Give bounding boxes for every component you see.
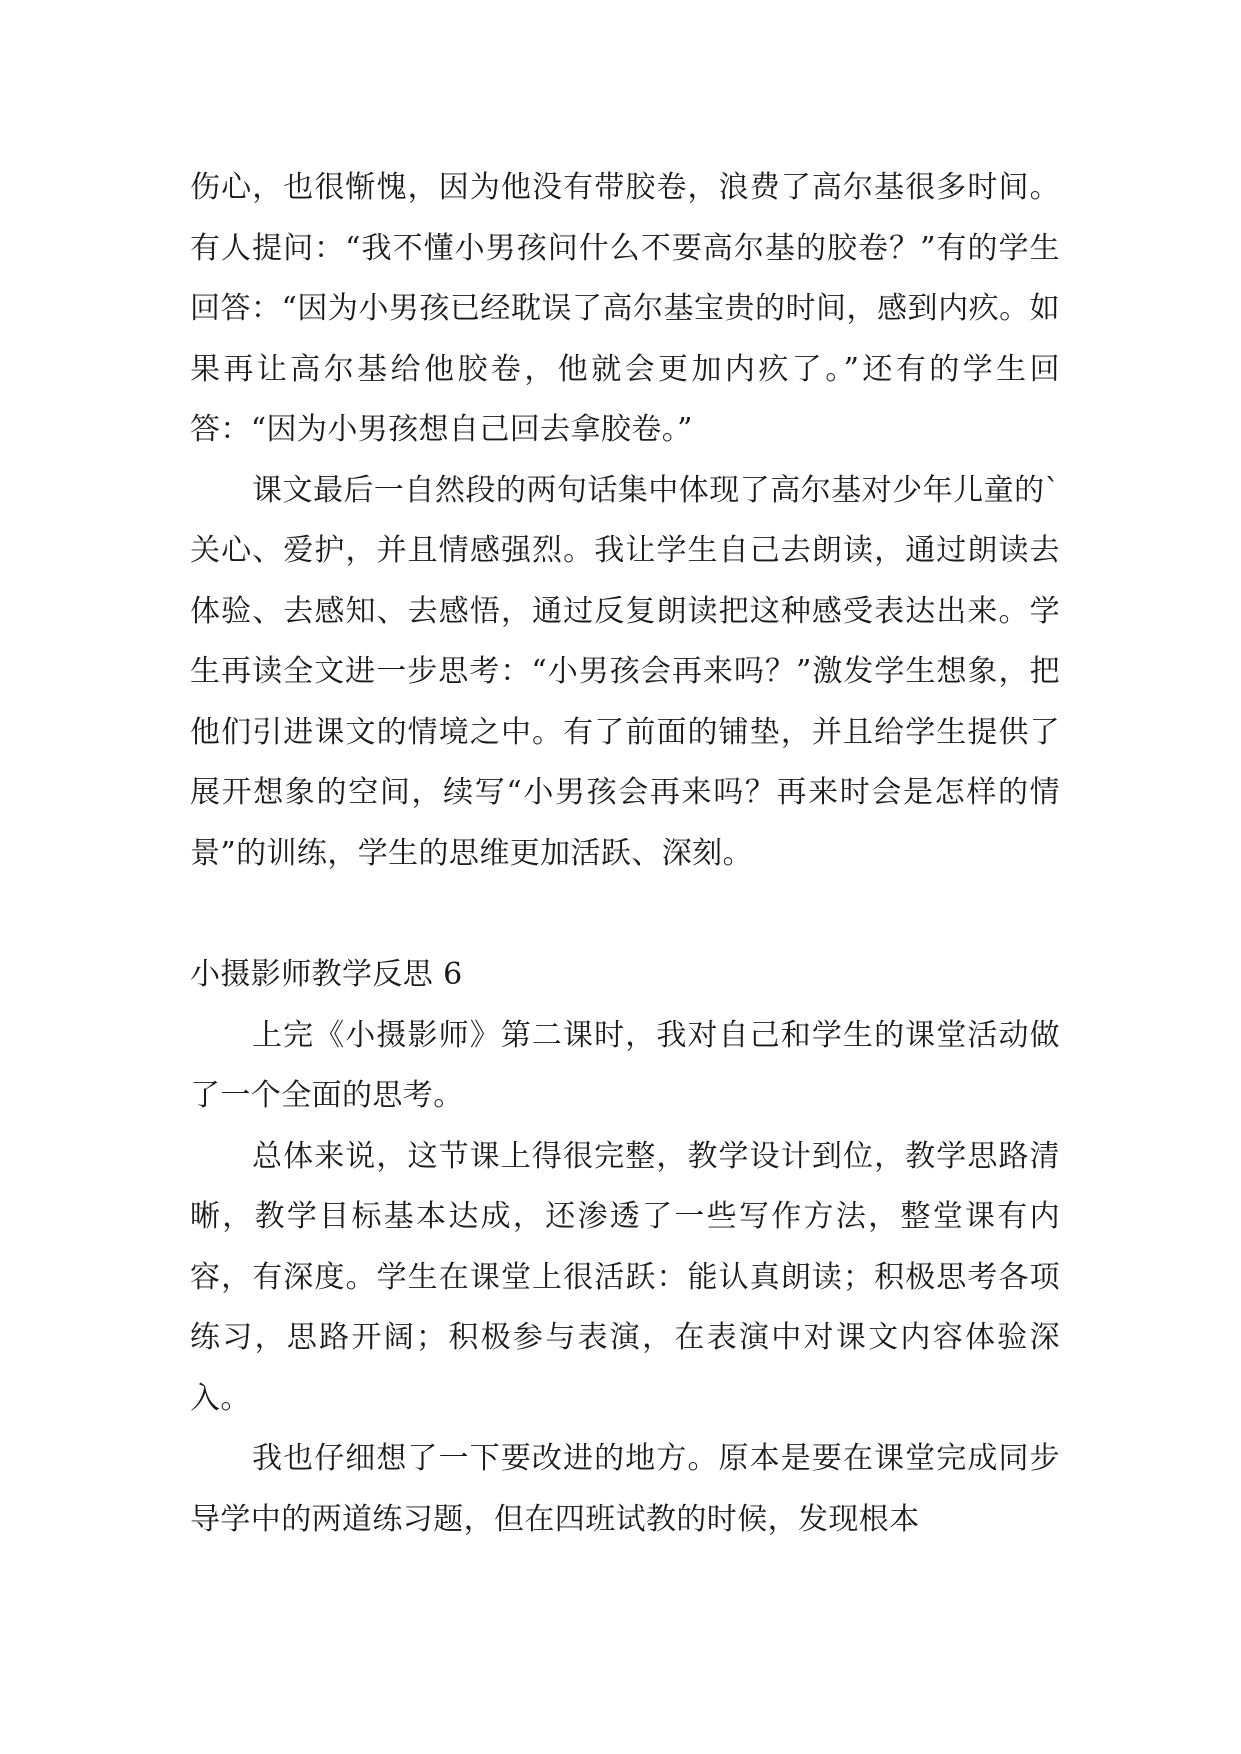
paragraph-improvement: 我也仔细想了一下要改进的地方。原本是要在课堂完成同步导学中的两道练习题，但在四班试教的时候，发现根本 [190,1441,1060,1537]
paragraph-overall: 总体来说，这节课上得很完整，教学设计到位，教学思路清晰，教学目标基本达成，还渗透了一些写作方法，整堂课有内容，有深度。学生在课堂上很活跃：能认真朗读；积极思考各项练习，思路开阔；积极参与表演，在表演中对课文内容体验深入。 [190,1138,1060,1416]
paragraph-intro: 上完《小摄影师》第二课时，我对自己和学生的课堂活动做了一个全面的思考。 [190,1017,1060,1113]
paragraph-continued: 伤心，也很惭愧，因为他没有带胶卷，浪费了高尔基很多时间。有人提问：“我不懂小男孩问什么不要高尔基的胶卷？”有的学生回答：“因为小男孩已经耽误了高尔基宝贵的时间，感到内疚。如果再让高尔基给他胶卷，他就会更加内疚了。”还有的学生回答：“因为小男孩想自己回去拿胶卷。” [190,170,1060,447]
paragraph-reading-practice: 课文最后一自然段的两句话集中体现了高尔基对少年儿童的`关心、爱护，并且情感强烈。我让学生自己去朗读，通过朗读去体验、去感知、去感悟，通过反复朗读把这种感受表达出来。学生再读全文进一步思考：“小男孩会再来吗？”激发学生想象，把他们引进课文的情境之中。有了前面的铺垫，并且给学生提供了展开想象的空间，续写“小男孩会再来吗？再来时会是怎样的情景”的训练，学生的思维更加活跃、深刻。 [190,472,1060,871]
section-title: 小摄影师教学反思 6 [190,957,463,992]
document-body [190,158,1060,1550]
